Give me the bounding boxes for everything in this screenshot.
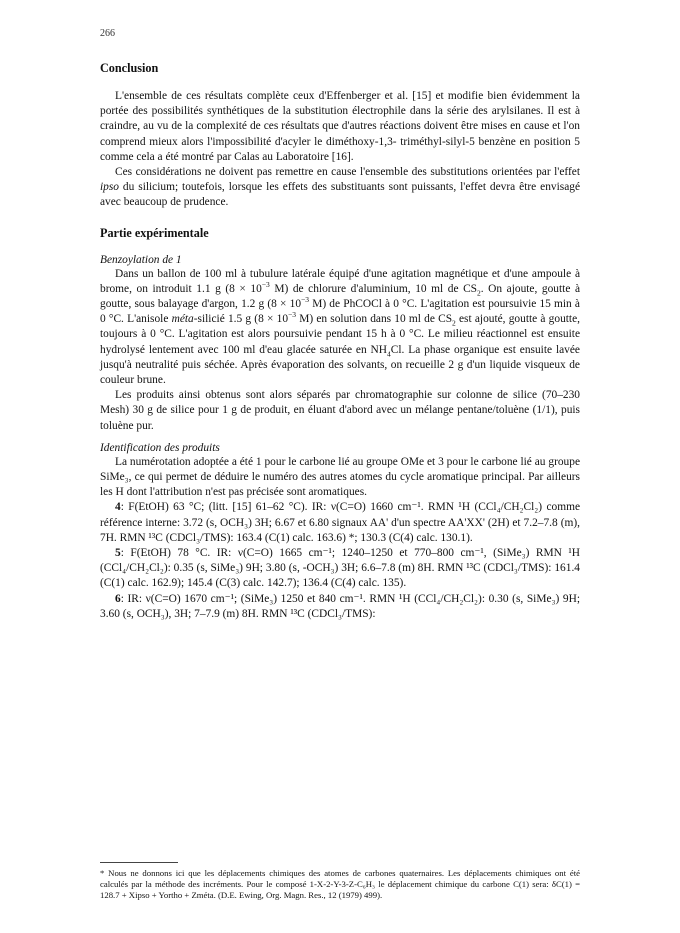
compound-4-data: 4: F(EtOH) 63 °C; (litt. [15] 61–62 °C). IR: ν(C=O) 1660 cm⁻¹. RMN ¹H (CCl₄/CH₂Cl₂) comme référence interne: 3.72 (s, OCH₃) 3H; 6.67 et 6.80 signaux AA' d'un spectre AA'XX' (2H) et 7.2–7.8 (m), 7H. RMN ¹³C (CDCl₃/TMS): 163.4 (C(1) calc. 163.6) *; 130.3 (C(4) calc. 130.1). — [100, 501, 580, 544]
ipso-term: ipso — [100, 181, 119, 194]
compound-6-data: 6: IR: ν(C=O) 1670 cm⁻¹; (SiMe₃) 1250 et 840 cm⁻¹. RMN ¹H (CCl₄/CH₂Cl₂): 0.30 (s, SiMe₃) 9H; 3.60 (s, OCH₃), 3H; 7–7.9 (m) 8H. RMN ¹³C (CDCl₃/TMS): — [100, 592, 580, 620]
compound-5-data: 5: F(EtOH) 78 °C. IR: ν(C=O) 1665 cm⁻¹; 1240–1250 et 770–800 cm⁻¹, (SiMe₃) RMN ¹H (CCl₄/CH₂Cl₂): 0.35 (s, SiMe₃) 9H; 3.80 (s, -OCH₃) 3H; 6.6–7.8 (m) 8H. RMN ¹³C (CDCl₃/TMS): 161.4 (C(1) calc. 162.9); 145.4 (C(3) calc. 142.7); 136.4 (C(4) calc. 135). — [100, 547, 580, 590]
numbering-paragraph: La numérotation adoptée a été 1 pour le carbone lié au groupe OMe et 3 pour le carbone lié au groupe SiMe₃, ce qui permet de déduire le numéro des autres atomes du cycle aromatique principal. Par ailleurs les H dont l'attribution n'est pas précisée sont aromatiques. — [100, 455, 580, 499]
benzoylation-subheading: Benzoylation de 1 — [100, 253, 182, 266]
page-body — [100, 28, 580, 622]
footnote-rule — [100, 862, 178, 863]
conclusion-paragraph-2: Ces considérations ne doivent pas remettre en cause l'ensemble des substitutions orientées par l'effet ipso du silicium; toutefois, lorsque les effets des substituants sont puissants, l'effet devra être envisagé avec beaucoup de prudence. — [100, 166, 580, 209]
footnote: * Nous ne donnons ici que les déplacements chimiques des atomes de carbones quaternaires. Les déplacements chimiques ont été calculés par la méthode des incréments. Pour le composé 1-X-2-Y-3-Z-C₆H₃ le déplacement chimique du carbone C(1) sera: δC(1) = 128.7 + Xipso + Yortho + Zméta. (D.E. Ewing, Org. Magn. Res., 12 (1979) 499). — [100, 868, 580, 901]
benzoylation-paragraph: Dans un ballon de 100 ml à tubulure latérale équipé d'une agitation magnétique et d'une ampoule à brome, on introduit 1.1 g ($8 \times 10^{-3}$ M) de chlorure d'aluminium, 10 ml de $CS_2$. On ajoute, goutte à goutte, sous balayage d'argon, 1.2 g ($8 \times 10^{-3}$ M) de PhCOCl à 0 °C. L'agitation est poursuivie 15 min à 0 °C. L'anisole méta-silicié 1.5 g ($8 \times 10^{-3}$ M) en solution dans 10 ml de $CS_2$ est ajouté, goutte à goutte, toujours à 0 °C. L'agitation est alors poursuivie pendant 15 h à 0 °C. Le milieu réactionnel est ensuite hydrolysé lentement avec 100 ml d'eau glacée saturée en $NH_4Cl$. La phase organique est ensuite lavée jusqu'à neutralité puis séchée. Après évaporation des solvants, on recueille 2 g d'un liquide visqueux de couleur brune. — [100, 267, 580, 387]
conclusion-paragraph-1: L'ensemble de ces résultats complète ceux d'Effenberger et al. [15] et modifie bien évidemment la portée des possibilités synthétiques de la substitution électrophile dans la série des arylsilanes. Il est à craindre, au vu de la complexité de ces résultats que d'autres réactions doivent être mises en cause et l'on comprend mieux alors l'impossibilité d'acyler le diméthoxy-1,3- triméthyl-silyl-5 benzène en position 5 comme cela a été montré par Calas au Laboratoire [16]. — [100, 90, 580, 163]
page-number: 266 — [100, 28, 115, 39]
identification-subheading: Identification des produits — [100, 441, 220, 454]
conclusion-heading: Conclusion — [100, 61, 159, 75]
experimental-heading: Partie expérimentale — [100, 225, 209, 240]
chromatography-paragraph: Les produits ainsi obtenus sont alors séparés par chromatographie sur colonne de silice (70–230 Mesh) 30 g de silice pour 1 g de produit, en éluant d'abord avec un mélange pentane/toluène (1/1), puis toluène pur. — [100, 389, 580, 432]
